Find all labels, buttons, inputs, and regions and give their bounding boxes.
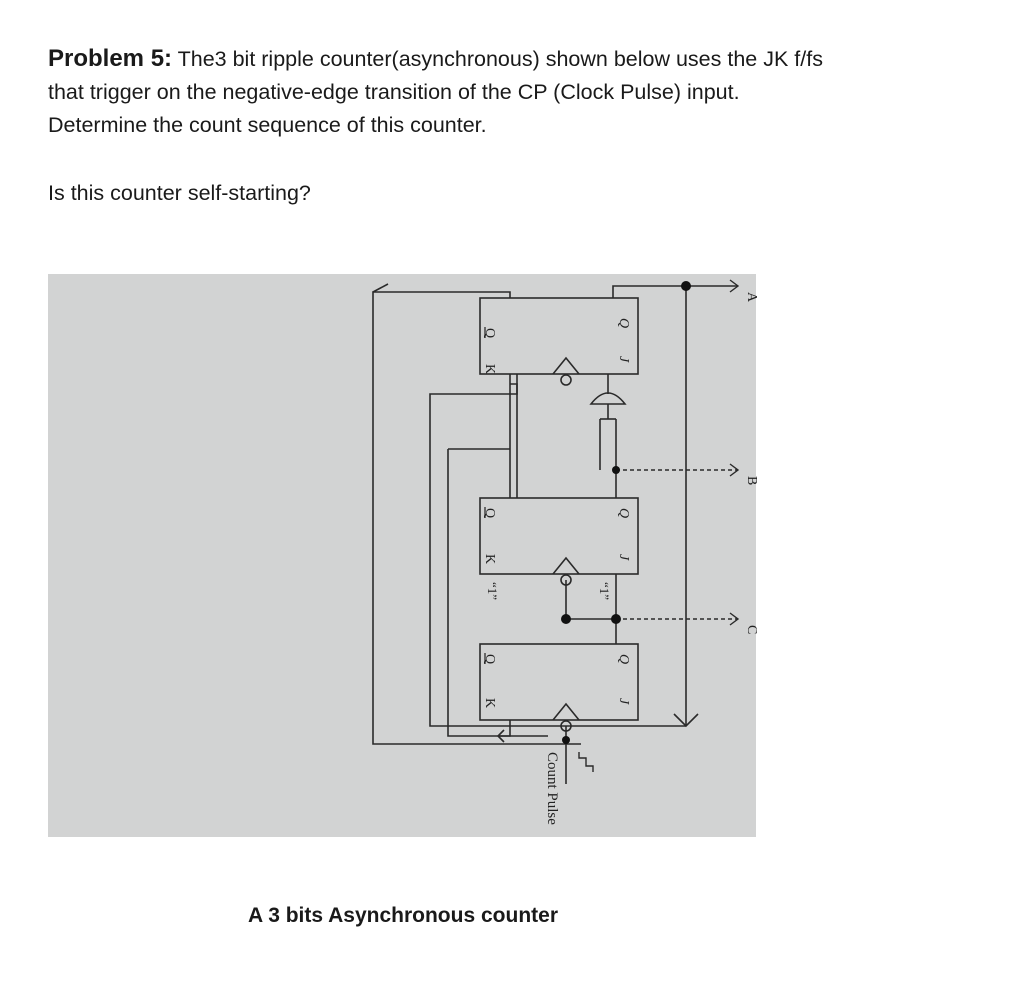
problem-line-3: Determine the count sequence of this counter.: [48, 113, 487, 137]
ff-c-j: J: [616, 698, 631, 705]
ff-b-q: Q: [616, 508, 631, 519]
circuit-diagram: [48, 274, 759, 837]
clock-input-c: [553, 704, 579, 720]
pulse-icon: [579, 752, 593, 772]
figure-caption: A 3 bits Asynchronous counter: [248, 904, 558, 927]
self-starting-question: Is this counter self-starting?: [48, 181, 311, 205]
problem-label: Problem 5:: [48, 45, 173, 72]
const-one-k: “1”: [485, 582, 500, 601]
ff-c-qbar: Q: [482, 654, 497, 665]
ff-c-k: K: [482, 698, 497, 709]
output-label-b: B: [744, 476, 759, 486]
ff-a-q: Q: [616, 318, 631, 329]
ff-a-qbar: Q: [482, 328, 497, 339]
ff-b-j: J: [616, 554, 631, 561]
ff-b-qbar: Q: [482, 508, 497, 519]
clock-input-a: [553, 358, 579, 374]
ff-b-k: K: [482, 554, 497, 565]
ff-a-j: J: [616, 356, 631, 363]
problem-statement: [48, 42, 968, 142]
count-pulse-label: Count Pulse: [544, 752, 560, 825]
flip-flop-c: [480, 644, 638, 720]
problem-line-1: [48, 42, 968, 76]
problem-text-1: The3 bit ripple counter(asynchronous) shown below uses the JK f/fs: [172, 47, 823, 71]
ff-c-q: Q: [616, 654, 631, 665]
flip-flop-a: [480, 298, 638, 374]
output-label-a: A: [744, 292, 759, 303]
circuit-figure: [48, 274, 759, 837]
flip-flop-b: [480, 498, 638, 574]
problem-line-2: that trigger on the negative-edge transition of the CP (Clock Pulse) input.: [48, 80, 740, 104]
clock-input-b: [553, 558, 579, 574]
ff-a-k: K: [482, 364, 497, 375]
const-one-j: “1”: [597, 582, 612, 601]
output-label-c: C: [744, 625, 759, 635]
